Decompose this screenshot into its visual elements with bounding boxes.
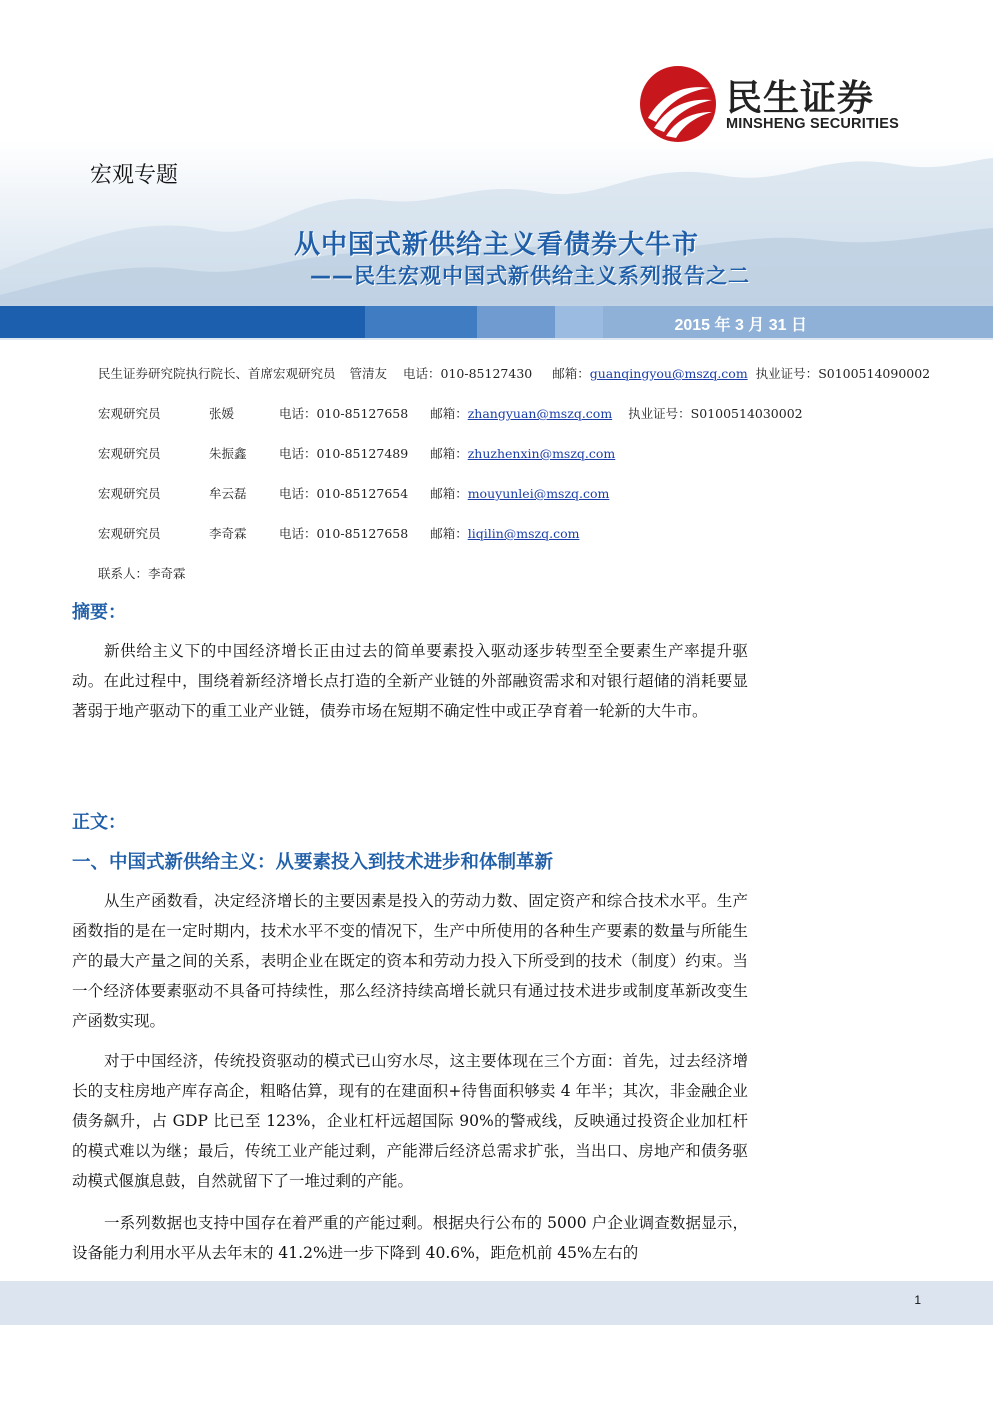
body-paragraph: 一系列数据也支持中国存在着严重的产能过剩。根据央行公布的 5000 户企业调查数据显示，设备能力利用水平从去年末的 41.2%进一步下降到 40.6%，距危机前 45%左右的	[72, 1214, 748, 1262]
author-phone: 010-85127654	[316, 486, 409, 501]
report-category: 宏观专题	[90, 163, 179, 188]
author-row	[98, 404, 803, 422]
cert-label: 执业证号：	[628, 406, 691, 421]
phone-label: 电话：	[278, 406, 317, 421]
date-bar	[0, 306, 993, 338]
author-phone: 010-85127489	[316, 446, 409, 461]
author-name: 张媛	[208, 406, 234, 421]
author-email-link[interactable]: liqilin@mszq.com	[467, 526, 580, 541]
author-phone: 010-85127430	[440, 366, 533, 381]
report-date: 2015 年 3 月 31 日	[674, 317, 807, 334]
phone-label: 电话：	[278, 486, 317, 501]
phone-label: 电话：	[278, 526, 317, 541]
author-row	[98, 444, 615, 462]
section-title: 一、中国式新供给主义：从要素投入到技术进步和体制革新	[72, 852, 554, 873]
author-phone: 010-85127658	[316, 406, 409, 421]
mountain-background	[0, 120, 993, 320]
author-row	[98, 364, 930, 382]
minsheng-logo	[640, 64, 930, 144]
author-role: 宏观研究员	[98, 446, 161, 461]
author-name: 朱振鑫	[208, 446, 247, 461]
abstract-heading: 摘要：	[72, 602, 126, 623]
body-paragraph: 从生产函数看，决定经济增长的主要因素是投入的劳动力数、固定资产和综合技术水平。生产函数指的是在一定时期内，技术水平不变的情况下，生产中所使用的各种生产要素的数量与所能生产的最大产量之间的关系，表明企业在既定的资本和劳动力投入下所受到的技术（制度）约束。当一个经济体要素驱动不具备可持续性，那么经济持续高增长就只有通过技术进步或制度革新改变生产函数实现。	[72, 892, 748, 1030]
author-name: 管清友	[349, 366, 388, 381]
author-role: 宏观研究员	[98, 406, 161, 421]
author-role: 宏观研究员	[98, 486, 161, 501]
phone-label: 电话：	[403, 366, 441, 381]
email-label: 邮箱：	[430, 446, 468, 461]
logo-chinese-text: 民生证券	[726, 78, 875, 119]
report-title: 从中国式新供给主义看债券大牛市	[293, 230, 699, 260]
author-row	[98, 484, 609, 502]
author-cert: S0100514030002	[690, 406, 803, 421]
email-label: 邮箱：	[430, 486, 468, 501]
header-banner	[0, 0, 993, 340]
logo-english-text: MINSHENG SECURITIES	[726, 116, 899, 132]
author-email-link[interactable]: zhangyuan@mszq.com	[467, 406, 613, 421]
report-subtitle: ——民生宏观中国式新供给主义系列报告之二	[310, 264, 750, 288]
author-cert: S0100514090002	[818, 366, 931, 381]
author-name: 李奇霖	[208, 526, 247, 541]
body-heading: 正文：	[72, 812, 126, 833]
page-number: 1	[914, 1293, 921, 1307]
email-label: 邮箱：	[552, 366, 590, 381]
cert-label: 执业证号：	[755, 366, 819, 381]
abstract-paragraph: 新供给主义下的中国经济增长正由过去的简单要素投入驱动逐步转型至全要素生产率提升驱动。在此过程中，围绕着新经济增长点打造的全新产业链的外部融资需求和对银行超储的消耗要显著弱于地产驱动下的重工业产业链，债券市场在短期不确定性中或正孕育着一轮新的大牛市。	[72, 642, 748, 720]
author-role: 宏观研究员	[98, 526, 161, 541]
author-name: 牟云磊	[208, 486, 247, 501]
author-role: 民生证券研究院执行院长、首席宏观研究员	[98, 366, 336, 381]
logo-swoosh-icon	[640, 66, 716, 142]
author-email-link[interactable]: zhuzhenxin@mszq.com	[467, 446, 616, 461]
email-label: 邮箱：	[430, 406, 468, 421]
author-email-link[interactable]: guanqingyou@mszq.com	[589, 366, 748, 381]
author-phone: 010-85127658	[316, 526, 409, 541]
body-paragraph: 对于中国经济，传统投资驱动的模式已山穷水尽，这主要体现在三个方面：首先，过去经济增长的支柱房地产库存高企，粗略估算，现有的在建面积+待售面积够卖 4 年半；其次，非金融企业债务飙升，占 GDP 比已至 123%，企业杠杆远超国际 90%的警戒线，反映通过投资企业加杠杆的模式难以为继；最后，传统工业产能过剩，产能滞后经济总需求扩张，当出口、房地产和债务驱动模式偃旗息鼓，自然就留下了一堆过剩的产能。	[72, 1052, 748, 1190]
page-footer	[0, 1281, 993, 1325]
contact-person: 联系人：李奇霖	[98, 566, 186, 581]
email-label: 邮箱：	[430, 526, 468, 541]
author-email-link[interactable]: mouyunlei@mszq.com	[467, 486, 610, 501]
phone-label: 电话：	[278, 446, 317, 461]
author-row	[98, 524, 579, 542]
